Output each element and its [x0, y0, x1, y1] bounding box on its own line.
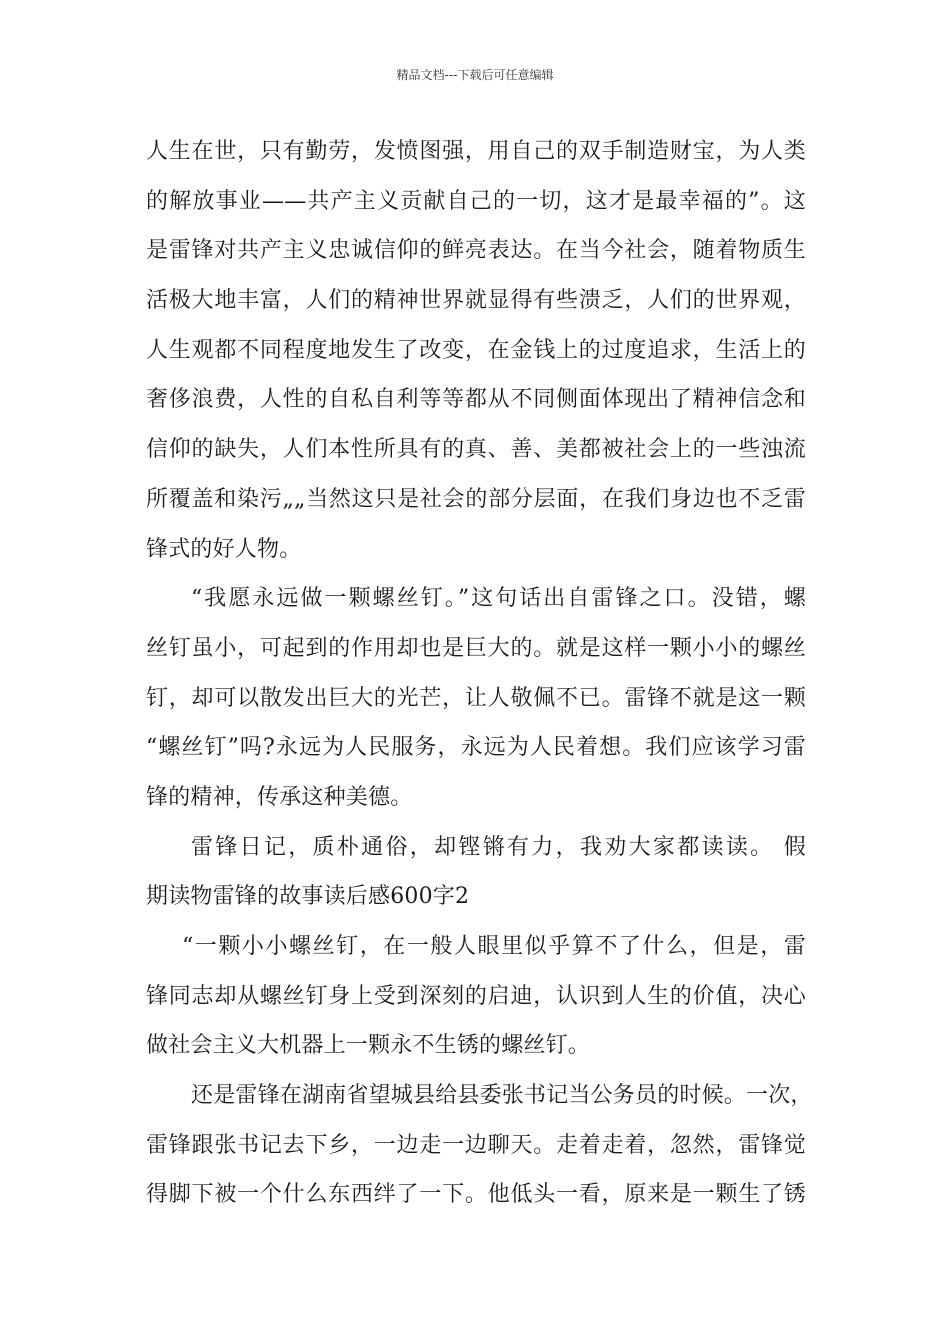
- page-header: 精品文档---下载后可任意编辑: [396, 68, 554, 82]
- document-body: [146, 127, 813, 1220]
- text-line: 人生在世，只有勤劳，发愤图强，用自己的双手制造财宝，为人类: [146, 139, 806, 164]
- text-line: 活极大地丰富，人们的精神世界就显得有些溃乏，人们的世界观，: [146, 288, 806, 314]
- text-line: 期读物雷锋的故事读后感600字2: [146, 884, 470, 910]
- text-line: 人生观都不同程度地发生了改变，在金钱上的过度追求，生活上的: [146, 337, 806, 363]
- text-line: 雷锋日记，质朴通俗，却铿锵有力，我劝大家都读读。 假: [191, 834, 806, 860]
- text-line: 锋同志却从螺丝钉身上受到深刻的启迪，认识到人生的价值，决心: [146, 983, 806, 1009]
- text-line: 所覆盖和染污„„当然这只是社会的部分层面，在我们身边也不乏雷: [146, 486, 806, 512]
- text-line: 钉，却可以散发出巨大的光芒，让人敬佩不已。雷锋不就是这一颗: [146, 685, 806, 711]
- text-line: “我愿永远做一颗螺丝钉。”这句话出自雷锋之口。没错，螺: [191, 586, 806, 612]
- text-line: 雷锋跟张书记去下乡，一边走一边聊天。走着走着，忽然，雷锋觉: [146, 1132, 806, 1158]
- text-line: 还是雷锋在湖南省望城县给县委张书记当公务员的时候。一次，: [191, 1083, 813, 1109]
- text-line: “螺丝钉”吗?永远为人民服务，永远为人民着想。我们应该学习雷: [146, 735, 806, 761]
- text-line: 锋的精神，传承这种美德。: [146, 784, 413, 810]
- text-line: 的解放事业——共产主义贡献自己的一切，这才是最幸福的”。这: [146, 188, 806, 214]
- text-line: 丝钉虽小，可起到的作用却也是巨大的。就是这样一颗小小的螺丝: [146, 635, 806, 661]
- text-line: 做社会主义大机器上一颗永不生锈的螺丝钉。: [146, 1033, 591, 1059]
- text-line: 是雷锋对共产主义忠诚信仰的鲜亮表达。在当今社会，随着物质生: [146, 238, 806, 264]
- text-line: 信仰的缺失，人们本性所具有的真、善、美都被社会上的一些浊流: [146, 437, 806, 463]
- text-line: 得脚下被一个什么东西绊了一下。他低头一看，原来是一颗生了锈: [146, 1182, 806, 1208]
- text-line: 奢侈浪费，人性的自私自利等等都从不同侧面体现出了精神信念和: [146, 387, 806, 413]
- text-line: 锋式的好人物。: [146, 536, 302, 562]
- text-line: “一颗小小螺丝钉，在一般人眼里似乎算不了什么，但是，雷: [182, 934, 806, 959]
